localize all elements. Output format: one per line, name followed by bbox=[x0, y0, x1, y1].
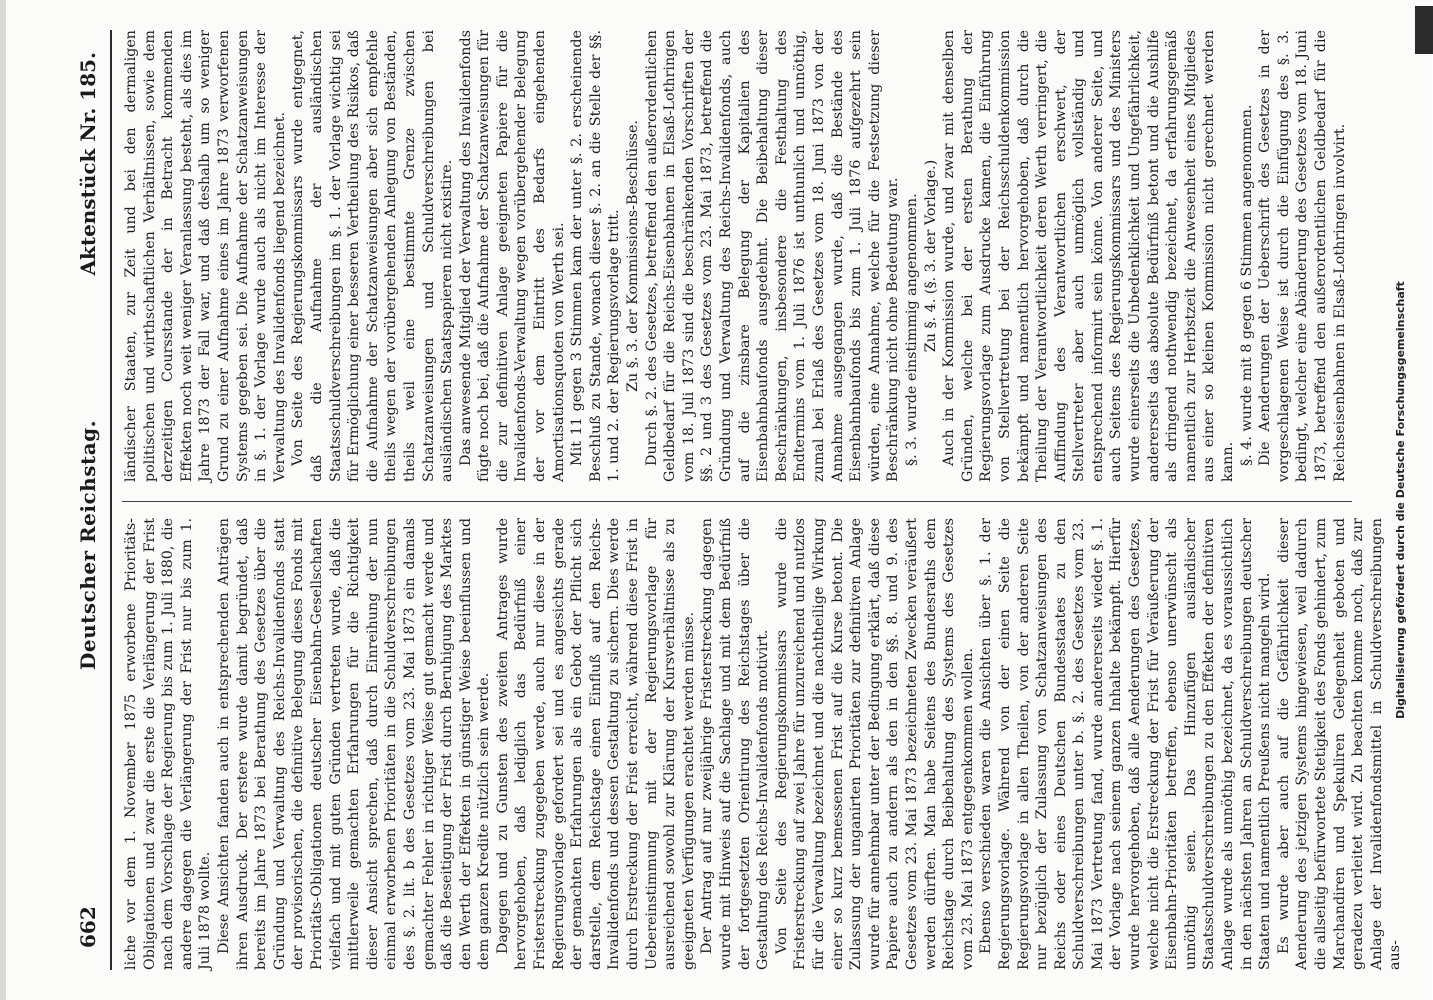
paragraph: Auch in der Kommission wurde, und zwar mit denselben Gründen, welche bei der ersten Berathung der Regierungsvorlage zum Ausdrucke kamen, die Einführung von Stellvertretung bei der Reichsschuldenkommission bekämpft und namentlich hervorgehoben, daß durch die Theilung der Verantwortlichkeit deren Werth verringert, die Auffindung des Verantwortlichen erschwert, der Stellvertreter aber auch unmöglich vollständig und entsprechend informirt sein könne. Von anderer Seite, und auch Seitens des Regierungskommissars und des Ministers wurde einerseits die Unbedenklichkeit und Ungefährlichkeit, andererseits das absolute Bedürfniß betont und die Aushilfe als dringend nothwendig bezeichnet, da erfahrungsgemäß namentlich zur Herbstzeit die Anwesenheit eines Mitgliedes aus einer so kleinen Kommission nicht gerechnet werden kann. bbox=[941, 30, 1237, 482]
page-header bbox=[66, 30, 106, 970]
paragraph: Es wurde aber auch auf die Gefährlichkeit dieser Aenderung des jetzigen Systems hingewiesen, weil dadurch die allseitig befürwortete Stetigkeit des Fonds gehindert, zum Marchandiren und Spekuliren Gelegenheit geboten und geradezu verleitet wird. Zu beachten komme noch, daß zur Anlage der Invalidenfondsmittel in Schuldverschreibungen aus- bbox=[1275, 518, 1404, 970]
paragraph: Dagegen und zu Gunsten des zweiten Antrages wurde hervorgehoben, daß lediglich das Bedürfniß einer Fristerstreckung zugegeben werde, auch nur diese in der Regierungsvorlage gefordert sei und es angesichts gerade der gemachten Erfahrungen als ein Gebot der Pflicht sich darstelle, dem Reichstage einen Einfluß auf den Reichs-Invalidenfonds und dessen Gestaltung zu sichern. Dies werde durch Erstreckung der Frist erreicht, während diese Frist in Uebereinstimmung mit der Regierungsvorlage für ausreichend sowohl zur Klärung der Kursverhältnisse als zu geeigneten Verfügungen erachtet werden müsse. bbox=[494, 518, 697, 970]
paragraph: Ebenso verschieden waren die Ansichten über §. 1. der Regierungsvorlage. Während von der einen Seite die Regierungsvorlage in allen Theilen, von der anderen Seite nur bezüglich der Zulassung von Schatzanweisungen des Reichs oder eines Deutschen Bundesstaates zu den Schuldverschreibungen unter b. §. 2. des Gesetzes vom 23. Mai 1873 Vertretung fand, wurde andererseits wieder §. 1. der Vorlage nach seinem ganzen Inhalte bekämpft. Hierfür wurde hervorgehoben, daß alle Aenderungen des Gesetzes, welche nicht die Erstreckung der Frist für Veräußerung der Eisenbahn-Prioritäten betreffen, ebenso unerwünscht als unnöthig seien. Das Hinzufügen ausländischer Staatsschuldverschreibungen zu den Effekten der definitiven Anlage wurde als unnöthig bezeichnet, da es voraussichtlich in den nächsten Jahren an Schuldverschreibungen deutscher Staaten und namentlich Preußens nicht mangeln wird. bbox=[978, 518, 1274, 970]
paragraph: ländischer Staaten, zur Zeit und bei den dermaligen politischen und wirthschaftlichen Verhältnissen, sowie dem derzeitigen Coursstande der in Betracht kommenden Effekten noch weit weniger Veranlassung besteht, als dies im Jahre 1873 der Fall war, und daß deshalb um so weniger Grund zu einer Aufnahme eines im Jahre 1873 verworfenen Systems gegeben sei. Die Aufnahme der Schatzanweisungen in §. 1. der Vorlage wurde auch als nicht im Interesse der Verwaltung des Invalidenfonds liegend bezeichnet. bbox=[123, 30, 288, 482]
paragraph: Von Seite des Regierungskommissars wurde die Fristerstreckung auf zwei Jahre für unzureichend und nutzlos für die Verwaltung bezeichnet und die nachtheilige Wirkung einer so kurz bemessenen Frist auf die Kurse betont. Die Zulassung der unganirten Prioritäten zur definitiven Anlage wurde für annehmbar unter der Bedingung erklärt, daß diese Papiere auch zu andern als den in den §§. 8. und 9. des Gesetzes vom 23. Mai 1873 bezeichneten Zwecken veräußert werden dürften. Man habe Seitens des Bundesraths dem Reichstage durch Beibehaltung des Systems des Gesetzes vom 23. Mai 1873 entgegenkommen wollen. bbox=[773, 518, 976, 970]
scan-edge bbox=[0, 0, 6, 1000]
section-heading: Zu §. 3. der Kommissions-Beschlüsse. bbox=[625, 120, 642, 392]
running-title-right: Aktenstück Nr. 185. bbox=[76, 52, 100, 276]
section-heading: Zu §. 4. (§. 3. der Vorlage.) bbox=[922, 159, 939, 353]
paragraph: §. 4. wurde mit 8 gegen 6 Stimmen angenommen. bbox=[1238, 104, 1255, 466]
digitization-credit: Digitalisierung gefördert durch die Deutsche Forschungsgemeinschaft bbox=[1394, 281, 1407, 719]
paragraph: liche vor dem 1. November 1875 erworbene Prioritäts-Obligationen und zwar die erste die Verlängerung der Frist nach dem Vorschlage der Regierung bis zum 1. Juli 1880, die andere dagegen die Verlängerung der Frist nur bis zum 1. Juli 1878 wollte. bbox=[123, 518, 214, 970]
column-divider bbox=[122, 501, 1352, 502]
left-column bbox=[122, 518, 1404, 970]
header-rule bbox=[110, 30, 112, 970]
paragraph: Das anwesende Mitglied der Verwaltung des Invalidenfonds fügte noch bei, daß die Aufnahme der Schatzanweisungen für die zur definitiven Anlage geeigneten Papiere für die Invalidenfonds-Verwaltung wegen vorübergehender Belegung der vor dem Eintritt des Bedarfs eingehenden Amortisationsquoten von Werth sei. bbox=[457, 30, 567, 482]
paragraph: Die Aenderungen der Ueberschrift des Gesetzes in der vorgeschlagenen Weise ist durch die Einfügung des §. 3. bedingt, welcher eine Abänderung des Gesetzes vom 18. Juni 1873, betreffend den außerordentlichen Geldbedarf für die Reichseisenbahnen in Elsaß-Lothringen involvirt. bbox=[1257, 30, 1348, 482]
paragraph: §. 3. wurde einstimmig angenommen. bbox=[903, 193, 920, 466]
right-column bbox=[122, 30, 1352, 482]
dfg-logo bbox=[1415, 6, 1433, 54]
paragraph: Mit 11 gegen 3 Stimmen kam der unter §. 2. erscheinende Beschluß zu Stande, wonach dieser §. 2. an die Stelle der §§. 1. und 2. der Regierungsvorlage tritt. bbox=[569, 30, 623, 482]
paragraph: Durch §. 2. des Gesetzes, betreffend den außerordentlichen Geldbedarf für die Reichs-Eisenbahnen in Elsaß-Lothringen vom 18. Juli 1873 sind die beschränkenden Vorschriften der §§. 2 und 3 des Gesetzes vom 23. Mai 1873, betreffend die Gründung und Verwaltung des Reichs-Invalidenfonds, auch auf die zinsbare Belegung der Kapitalien des Eisenbahnbaufonds ausgedehnt. Die Beibehaltung dieser Beschränkungen, insbesondere die Festhaltung des Endtermins vom 1. Juli 1876 ist unthunlich und unnöthig, zumal bei Erlaß des Gesetzes vom 18. Juni 1873 von der Annahme ausgegangen wurde, daß die Bestände des Eisenbahnbaufonds bis zum 1. Juli 1876 aufgezehrt sein würden, eine Annahme, welche für die Festsetzung dieser Beschränkung nicht ohne Bedeutung war. bbox=[643, 30, 902, 482]
running-title-left: Deutscher Reichstag. bbox=[76, 419, 100, 670]
page-number: 662 bbox=[76, 906, 100, 948]
paragraph: Von Seite des Regierungskommissars wurde entgegnet, daß die Aufnahme der ausländischen Staatsschuldverschreibungen im §. 1. der Vorlage wichtig sei für Ermöglichung einer besseren Vertheilung des Risikos, daß die Aufnahme der Schatzanweisungen aber sich empfehle theils wegen der vorübergehenden Anlegung von Beständen, theils weil eine bestimmte Grenze zwischen Schatzanweisungen und Schuldverschreibungen bei ausländischen Staatspapieren nicht existire. bbox=[290, 30, 456, 482]
paragraph: Diese Ansichten fanden auch in entsprechenden Anträgen ihren Ausdruck. Der erstere wurde damit begründet, daß bereits im Jahre 1873 bei Berathung des Gesetzes über die Gründung und Verwaltung des Reichs-Invalidenfonds statt der provisorischen, die definitive Belegung dieses Fonds mit Prioritäts-Obligationen deutscher Eisenbahn-Gesellschaften vielfach und mit guten Gründen vertreten wurde, daß die mittlerweile gemachten Erfahrungen für die Richtigkeit dieser Ansicht sprechen, daß durch Einreihung der nun einmal erworbenen Prioritäten in die Schuldverschreibungen des §. 2. lit. b des Gesetzes vom 23. Mai 1873 ein damals gemachter Fehler in richtiger Weise gut gemacht werde und daß die Beseitigung der Frist durch Beruhigung des Marktes den Werth der Effekten in günstiger Weise beeinflussen und dem ganzen Kredite nützlich sein werde. bbox=[215, 518, 493, 970]
paragraph: Der Antrag auf nur zweijährige Fristerstreckung dagegen wurde mit Hinweis auf die Sachlage und mit dem Bedürfniß der fortgesetzten Orientirung des Reichstages über die Gestaltung des Reichs-Invalidenfonds motivirt. bbox=[699, 518, 772, 970]
